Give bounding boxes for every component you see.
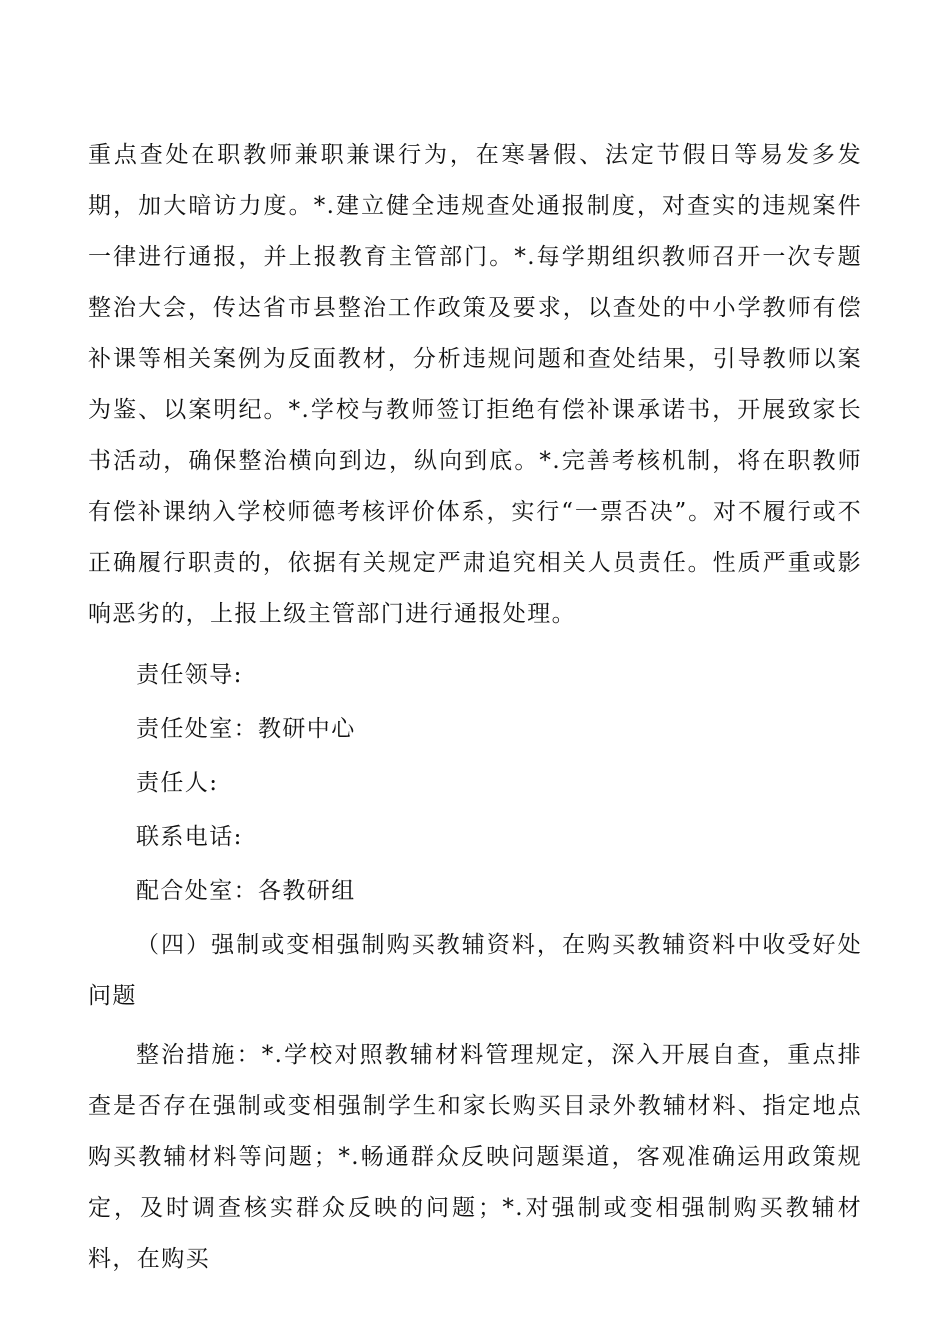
field-responsible-leader: 责任领导: xyxy=(136,662,243,688)
paragraph-measures: 整治措施：*.学校对照教辅材料管理规定，深入开展自查，重点排查是否存在强制或变相强制学生和家长购买目录外教辅材料、指定地点购买教辅材料等问题；*.畅通群众反映问题渠道，客观准确运用政策规定，及时调查核实群众反映的问题；*.对强制或变相强制购买教辅材料，在购买 xyxy=(88,1042,862,1272)
section-heading: （四）强制或变相强制购买教辅资料，在购买教辅资料中收受好处问题 xyxy=(88,932,862,1009)
field-contact-phone: 联系电话: xyxy=(136,824,243,850)
document-page xyxy=(88,130,862,1285)
field-cooperating-office: 配合处室：各教研组 xyxy=(136,878,356,904)
spacer xyxy=(88,640,862,648)
field-responsible-office: 责任处室：教研中心 xyxy=(136,716,356,742)
paragraph-supervision: 重点查处在职教师兼职兼课行为，在寒暑假、法定节假日等易发多发期，加大暗访力度。*.建立健全违规查处通报制度，对查实的违规案件一律进行通报，并上报教育主管部门。*.每学期组织教师召开一次专题整治大会，传达省市县整治工作政策及要求，以查处的中小学教师有偿补课等相关案例为反面教材，分析违规问题和查处结果，引导教师以案为鉴、以案明纪。*.学校与教师签订拒绝有偿补课承诺书，开展致家长书活动，确保整治横向到边，纵向到底。*.完善考核机制，将在职教师有偿补课纳入学校师德考核评价体系，实行“一票否决”。对不履行或不正确履行职责的，依据有关规定严肃追究相关人员责任。性质严重或影响恶劣的，上报上级主管部门进行通报处理。 xyxy=(88,142,862,627)
spacer xyxy=(88,1022,862,1030)
field-responsible-person: 责任人: xyxy=(136,770,219,796)
